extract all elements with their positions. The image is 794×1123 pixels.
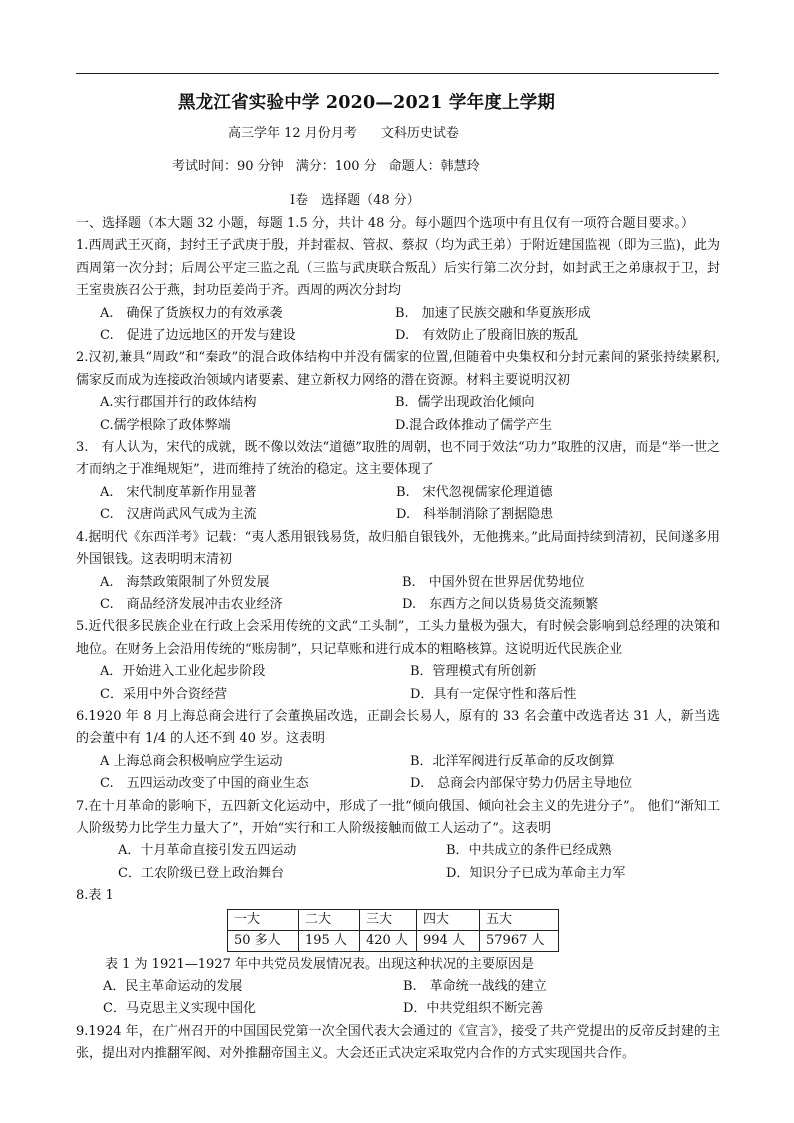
exam-time: 考试时间：90 分钟 bbox=[172, 159, 284, 174]
option-row bbox=[76, 482, 720, 504]
option-c: C. 五四运动改变了中国的商业生态 bbox=[100, 776, 309, 792]
option-b: B．中共成立的条件已经成熟 bbox=[446, 843, 612, 859]
option-row bbox=[76, 392, 720, 414]
table-wrapper bbox=[76, 909, 720, 952]
question-label: 8.表 1 bbox=[76, 888, 114, 904]
option-d: D. 东西方之间以货易货交流频繁 bbox=[402, 596, 599, 612]
table-header-cell: 二大 bbox=[299, 909, 360, 930]
option-a: A. 宋代制度革新作用显著 bbox=[100, 484, 257, 500]
exam-author: 命题人：韩慧玲 bbox=[388, 159, 480, 174]
exam-subtitle-subject: 文科历史试卷 bbox=[380, 126, 459, 141]
option-row bbox=[76, 684, 720, 706]
option-row bbox=[76, 840, 720, 862]
full-score: 满分：100 分 bbox=[295, 159, 377, 174]
option-d: D.混合政体推动了儒学产生 bbox=[395, 417, 553, 433]
option-d: D. 有效防止了殷商旧族的叛乱 bbox=[395, 328, 579, 344]
option-b: B. 加速了民族交融和华夏族形成 bbox=[395, 305, 591, 321]
question-stem: 9.1924 年，在广州召开的中国国民党第一次全国代表大会通过的《宣言》，接受了共产党提出的反帝反封建的主张，提出对内推翻军阀、对外推翻帝国主义。大会还正式决定采取党内合作的方式实现国共合作。 bbox=[76, 1023, 720, 1062]
table-cell: 50 多人 bbox=[228, 930, 299, 951]
option-a: A．开始进入工业化起步阶段 bbox=[100, 664, 266, 680]
option-b: B．儒学出现政治化倾向 bbox=[395, 395, 535, 411]
table-cell: 420 人 bbox=[360, 930, 417, 951]
option-row bbox=[76, 504, 720, 526]
instructions: 一、选择题（本大题 32 小题，每题 1.5 分，共计 48 分。每小题四个选项中有且仅有一项符合题目要求。） bbox=[76, 216, 695, 231]
option-d: D. 总商会内部保守势力仍居主导地位 bbox=[410, 776, 633, 792]
option-c: C. 促进了边远地区的开发与建设 bbox=[100, 328, 296, 344]
question-list bbox=[76, 213, 720, 1066]
option-row bbox=[76, 863, 720, 885]
option-c: C．工农阶级已登上政治舞台 bbox=[118, 865, 284, 881]
option-row bbox=[76, 998, 720, 1020]
table-row bbox=[228, 909, 559, 930]
option-row bbox=[76, 303, 720, 325]
option-b: B．北洋军阀进行反革命的反攻倒算 bbox=[410, 753, 615, 769]
option-c: C. 汉唐尚武风气成为主流 bbox=[100, 507, 257, 523]
exam-subtitle-term: 高三学年 12 月份月考 bbox=[228, 126, 357, 141]
question-stem: 1.西周武王灭商，封纣王子武庚于殷，并封霍叔、管叔、蔡叔（均为武王弟）于附近建国监视（即为三监)，此为西周第一次分封；后周公平定三监之乱（三监与武庚联合叛乱）后实行第二次分封，如封武王之弟康叔于卫，封王室贵族召公于燕，封功臣姜尚于齐。西周的两次分封均 bbox=[76, 238, 720, 299]
table-cell: 57967 人 bbox=[480, 930, 559, 951]
question-stem: 7.在十月革命的影响下，五四新文化运动中，形成了一批“倾向俄国、倾向社会主义的先进分子”。 他们“渐知工人阶级势力比学生力量大了”，开始“实行和工人阶级接触而做工人运动了”。这表明 bbox=[76, 798, 720, 836]
table-header-cell: 一大 bbox=[228, 909, 299, 930]
question-stem: 2.汉初,兼具“周政”和“秦政”的混合政体结构中并没有儒家的位置,但随着中央集权和分封元素间的紧张持续累积,儒家反而成为连接政治领域内诸要素、建立新权力网络的潜在资源。材料主要说明汉初 bbox=[76, 350, 720, 388]
option-a: A 上海总商会积极响应学生运动 bbox=[100, 753, 283, 769]
option-row bbox=[76, 594, 720, 616]
table-header-cell: 三大 bbox=[360, 909, 417, 930]
option-b: B. 中国外贸在世界居优势地位 bbox=[402, 574, 585, 590]
option-row bbox=[76, 751, 720, 773]
option-a: A. 海禁政策限制了外贸发展 bbox=[100, 574, 270, 590]
option-c: C．采用中外合资经营 bbox=[100, 686, 227, 702]
section-title: Ⅰ卷 选择题（48 分） bbox=[290, 193, 420, 208]
option-row bbox=[76, 572, 720, 594]
option-a: A.实行郡国并行的政体结构 bbox=[100, 395, 257, 411]
question-stem: 3. 有人认为，宋代的成就，既不像以效法“道德”取胜的周朝，也不同于效法“功力”取胜的汉唐，而是“举一世之才而纳之于准绳规矩”，进而维持了统治的稳定。这主要体现了 bbox=[76, 440, 720, 478]
option-row bbox=[76, 976, 720, 998]
option-b: B. 革命统一战线的建立 bbox=[403, 979, 547, 994]
party-membership-table bbox=[227, 909, 559, 952]
option-c: C.儒学根除了政体弊端 bbox=[100, 417, 231, 433]
option-row bbox=[76, 415, 720, 437]
option-row bbox=[76, 773, 720, 795]
option-a: A. 确保了货族权力的有效承袭 bbox=[100, 305, 283, 321]
question-stem: 5.近代很多民族企业在行政上会采用传统的文武“工头制”，工头力量极为强大，有时候会影响到总经理的决策和地位。在财务上会沿用传统的“账房制”，只记草账和进行成本的粗略核算。这说明近代民族企业 bbox=[76, 619, 720, 657]
option-c: C．马克思主义实现中国化 bbox=[103, 1001, 256, 1017]
table-header-cell: 四大 bbox=[417, 909, 480, 930]
table-cell: 195 人 bbox=[299, 930, 360, 951]
option-d: D．中共党组织不断完善 bbox=[403, 1001, 544, 1017]
option-row bbox=[76, 325, 720, 347]
table-header-cell: 五大 bbox=[480, 909, 559, 930]
exam-meta bbox=[172, 155, 480, 174]
option-d: D．知识分子已成为革命主力军 bbox=[446, 865, 626, 881]
option-b: B. 宋代忽视儒家伦理道德 bbox=[396, 484, 553, 500]
header-rule bbox=[76, 73, 719, 74]
option-c: C. 商品经济发展冲击农业经济 bbox=[100, 596, 283, 612]
exam-subtitle bbox=[228, 122, 459, 141]
table-row bbox=[228, 930, 559, 951]
option-b: B．管理模式有所创新 bbox=[410, 664, 537, 680]
question-stem: 6.1920 年 8 月上海总商会进行了会董换届改选，正副会长易人，原有的 33 名会董中改选者达 31 人，新当选的会董中有 1/4 的人还不到 40 岁。这表明 bbox=[76, 708, 720, 747]
question-stem: 表 1 为 1921—1927 年中共党员发展情况表。出现这种状况的主要原因是 bbox=[105, 956, 534, 972]
option-d: D．具有一定保守性和落后性 bbox=[410, 686, 577, 702]
exam-title: 黑龙江省实验中学 2020—2021 学年度上学期 bbox=[178, 93, 556, 113]
option-a: A．十月革命直接引发五四运动 bbox=[118, 843, 297, 859]
table-cell: 994 人 bbox=[417, 930, 480, 951]
option-d: D. 科举制消除了割据隐患 bbox=[396, 507, 554, 523]
option-a: A．民主革命运动的发展 bbox=[103, 979, 243, 994]
option-row bbox=[76, 661, 720, 683]
question-stem: 4.据明代《东西洋考》记载：“夷人悉用银钱易货，故归船自银钱外，无他携来。”此局面持续到清初，民间遂多用外国银钱。这表明明末清初 bbox=[76, 529, 720, 568]
